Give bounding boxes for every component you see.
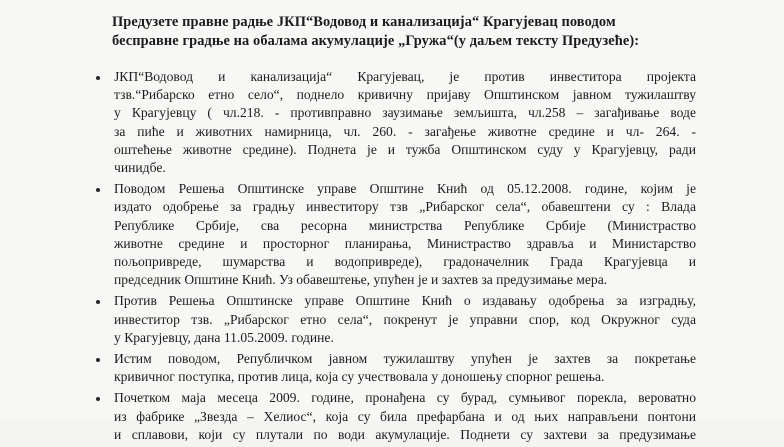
bullet-icon	[96, 358, 100, 362]
paragraph-line: у Крагујевцу ( чл.218. - противправно заузимање земљишта, чл.258 – загађивање воде	[114, 105, 696, 121]
paragraph-line: Почетком маја месеца 2009. године, пронађена су бурад, сумњивог порекла, вероватно	[114, 390, 696, 406]
paragraph-line: инвеститор тзв. „Рибарског етно села“, покренут је управни спор, код Окружног суда	[114, 311, 696, 327]
paragraph-line: из фабрике „Звезда – Хелиос“, која су била префарбана и од њих направљени понтони	[114, 408, 696, 424]
bullet-item-notification	[96, 180, 696, 289]
paragraph-line: оштећење животне средине). Поднета је и тужба Општинском суду у Крагујевцу, ради	[114, 141, 696, 157]
bullet-item-barrels-found	[96, 389, 696, 444]
paragraph-line: ЈКП“Водовод и канализација“ Крагујевац, је против инвеститора пројекта	[114, 69, 696, 84]
paragraph-line: Републике Србије, сва ресорна министрства Републике Србије (Министраство	[114, 217, 696, 233]
bullet-icon	[96, 76, 100, 80]
bullet-list	[96, 68, 696, 447]
paragraph-line: чинидбе.	[114, 160, 166, 176]
bullet-item-prosecution-request	[96, 350, 696, 386]
paragraph-line: председник Општине Кнић. Уз обавештење, упућен је и захтев за предузимање мера.	[114, 272, 608, 288]
paragraph-line: у Крагујевцу, дана 11.05.2009. године.	[114, 329, 334, 345]
bullet-item-administrative-dispute	[96, 292, 696, 347]
title-line-1: Предузете правне радње ЈКП“Водовод и канализација“ Крагујевац поводом	[112, 14, 616, 30]
paragraph-line: за пиће и животних намирница, чл. 260. - загађење животне средине и чл- 264. -	[114, 123, 696, 139]
paragraph-line: Против Решења Општинске управе Општине Кнић о издавању одобрења за изградњу,	[114, 293, 696, 309]
paragraph-line: животне средине и просторног планирања, Министраство здравља и Министарство	[114, 235, 696, 251]
paragraph-line: Поводом Решења Општинске управе Општине Кнић од 05.12.2008. године, којим је	[114, 181, 696, 197]
bullet-icon	[96, 188, 100, 192]
bullet-icon	[96, 397, 100, 401]
bullet-icon	[96, 300, 100, 304]
paragraph-line: пољопривреде, шумарства и водопривреде), градоначелник Града Крагујевца и	[114, 254, 696, 270]
title-line-2: бесправне градње на обалама акумулације „Гружа“(у даљем тексту Предузеће):	[112, 33, 640, 49]
paragraph-line: издато одобрење за градњу инвеститору тзв „Рибарског села“, обавештени су : Влада	[114, 199, 696, 215]
paragraph-line: Истим поводом, Републичком јавном тужилаштву упућен је захтев за покретање	[114, 351, 696, 367]
paragraph-line: и сплавови, који су плутали по води акумулације. Поднети су захтеви за предузимање	[114, 426, 696, 442]
paragraph-line: тзв.“Рибарско етно село“, поднело кривичну пријаву Општинском јавном тужилаштву	[114, 87, 696, 103]
paragraph-line: кривичног поступка, против лица, која су учествовала у доношењу спорног решења.	[114, 369, 605, 385]
bullet-item-criminal-complaint	[96, 68, 696, 177]
document-title	[112, 13, 712, 51]
